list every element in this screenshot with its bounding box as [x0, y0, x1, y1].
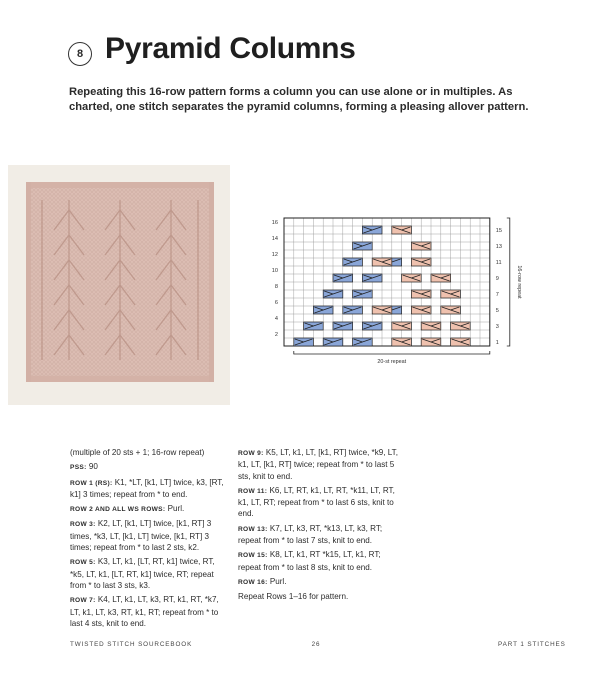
row-label: ROW 13:	[238, 525, 268, 533]
row-text: K6, LT, RT, k1, LT, RT, *k11, LT, RT, k1, LT, RT; repeat from * to last 6 sts, knit to end.	[238, 485, 395, 519]
footer-book-title: TWISTED STITCH SOURCEBOOK	[70, 641, 193, 648]
intro-paragraph: Repeating this 16-row pattern forms a column you can use alone or in multiples. As charted, one stitch separates the pyramid columns, forming a pleasing allover pattern.	[69, 86, 529, 113]
row-label: ROW 16:	[238, 578, 268, 586]
row-label: ROW 15:	[238, 552, 268, 560]
stitch-chart	[254, 210, 554, 370]
chart-row-label: 14	[271, 236, 278, 243]
row-instruction	[238, 447, 404, 482]
row-text: K7, LT, k3, RT, *k13, LT, k3, RT; repeat from * to last 7 sts, knit to end.	[238, 523, 383, 546]
stitch-repeat-label: 20-st repeat	[377, 359, 407, 365]
instructions-column-right	[238, 447, 404, 606]
row-instruction	[238, 523, 404, 547]
swatch-top-edge	[26, 182, 214, 188]
chart-row-label: 4	[274, 316, 278, 323]
row-label: ROW 11:	[238, 487, 268, 495]
chart-row-label: 6	[274, 300, 278, 307]
chart-row-label: 9	[495, 276, 499, 283]
row-instruction	[70, 503, 230, 515]
row-instruction	[70, 594, 230, 629]
chart-row-label: 10	[271, 268, 278, 275]
swatch-bottom-edge	[26, 376, 214, 382]
instructions-column-left	[70, 447, 230, 632]
row-label: ROW 9:	[238, 450, 264, 457]
row-instruction	[70, 477, 230, 501]
row-label: ROW 2 AND ALL WS ROWS:	[70, 506, 166, 514]
row-label: ROW 5:	[70, 559, 96, 567]
swatch-right-edge	[209, 182, 214, 382]
row-label: ROW 1 (RS):	[70, 479, 113, 487]
chart-row-label: 13	[495, 244, 503, 251]
row-text: K1, *LT, [k1, LT] twice, k3, [RT, k1] 3 times; repeat from * to end.	[70, 477, 224, 499]
chart-row-label: 1	[495, 340, 499, 347]
chart-row-label: 12	[271, 252, 278, 259]
footer-section: PART 1 STITCHES	[498, 641, 566, 648]
row-instruction	[238, 576, 404, 588]
pss-value: 90	[88, 462, 98, 472]
pss-line	[70, 461, 230, 473]
row-label: ROW 3:	[70, 521, 96, 529]
row-instruction	[238, 485, 404, 520]
row-text: Purl.	[269, 576, 287, 586]
chart-row-label: 11	[495, 260, 502, 267]
row-text: K5, LT, k1, LT, [k1, RT] twice, *k9, LT, k1, LT, [k1, RT] twice; repeat from * to last 5 sts, knit to end.	[238, 448, 398, 481]
footer-page-number: 26	[311, 641, 321, 648]
stitch-chart-svg	[254, 210, 554, 370]
row-text: K2, LT, [k1, LT] twice, [k1, RT] 3 times, *k3, LT, [k1, LT] twice, [k1, RT] 3 times; repeat from * to last 2 sts, k2.	[70, 519, 212, 553]
stitch-repeat-bracket	[294, 351, 490, 354]
row-repeat-bracket	[507, 218, 510, 346]
pattern-number-badge: 8	[68, 42, 92, 66]
swatch-left-edge	[26, 182, 31, 382]
row-label: ROW 7:	[70, 597, 96, 605]
row-text: K3, LT, k1, [LT, RT, k1] twice, RT, *k5, LT, k1, [LT, RT, k1] twice, RT; repeat from * to last 3 sts, k3.	[70, 557, 215, 590]
page-title: Pyramid Columns	[105, 32, 356, 65]
chart-row-label: 8	[274, 284, 278, 291]
knitted-swatch-photo	[8, 165, 230, 405]
chart-row-label: 16	[271, 220, 278, 227]
chart-row-label: 7	[495, 292, 499, 299]
chart-row-label: 5	[495, 308, 499, 315]
chart-row-label: 3	[495, 324, 499, 331]
row-instruction	[70, 556, 230, 591]
repeat-note: Repeat Rows 1–16 for pattern.	[238, 592, 349, 602]
row-text: K4, LT, k1, LT, k3, RT, k1, RT, *k7, LT, k1, LT, k3, RT, k1, RT; repeat from * to last 4 sts, knit to end.	[70, 595, 219, 628]
row-instruction	[238, 549, 404, 573]
row-instruction	[70, 518, 230, 553]
row-text: Purl.	[167, 504, 185, 514]
row-repeat-label: 16-row repeat	[515, 265, 522, 299]
multiple-note: (multiple of 20 sts + 1; 16-row repeat)	[70, 448, 205, 457]
knitted-swatch-image	[8, 165, 230, 405]
pss-label: PSS:	[70, 464, 87, 472]
row-text: K8, LT, k1, RT *k15, LT, k1, RT; repeat from * to last 8 sts, knit to end.	[238, 550, 381, 572]
chart-row-label: 2	[274, 332, 278, 339]
chart-row-label: 15	[495, 228, 503, 235]
